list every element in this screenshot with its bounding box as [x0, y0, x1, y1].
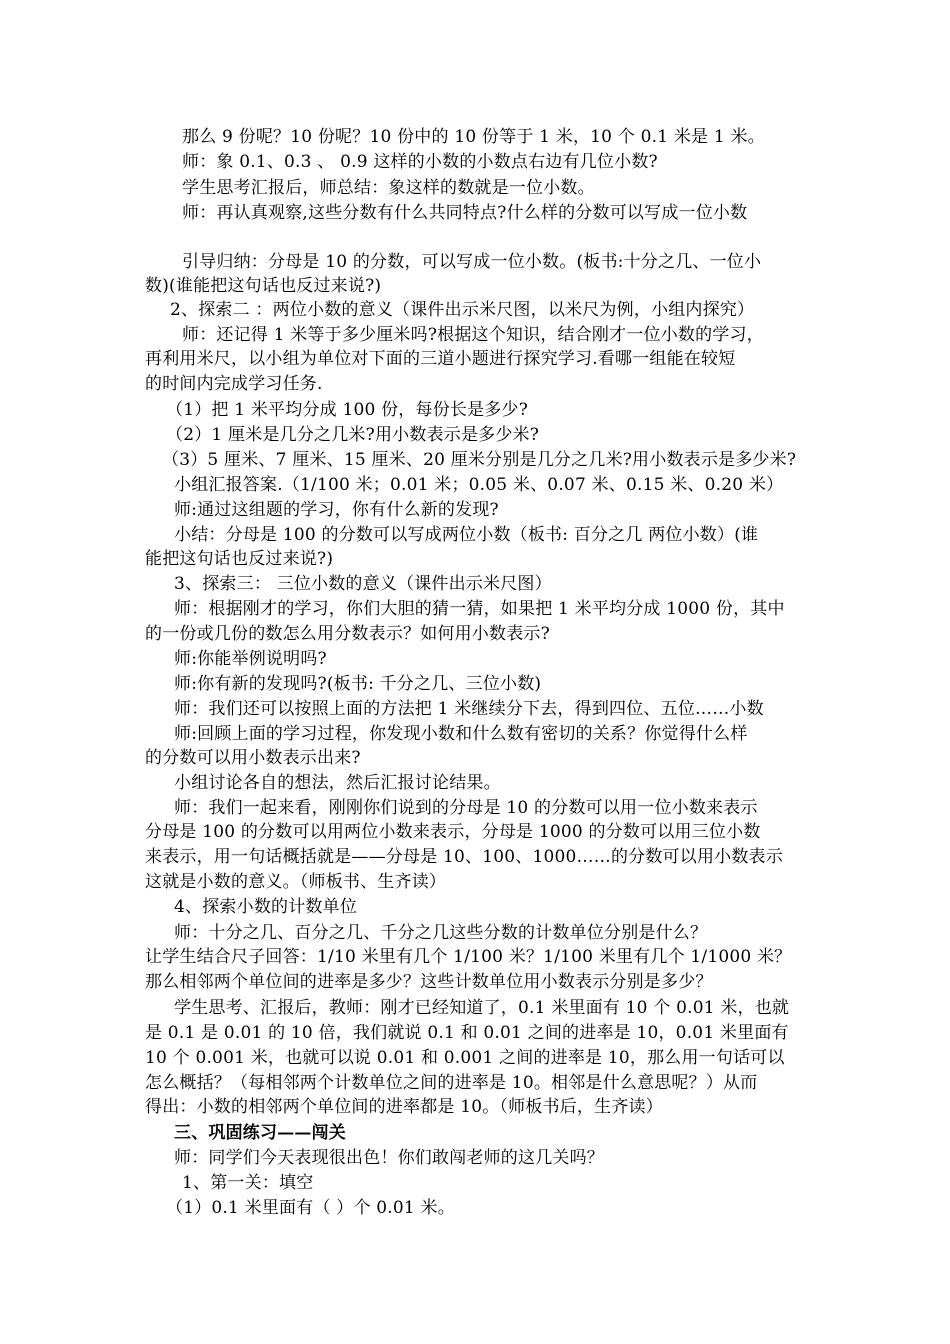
- text-line: （1）0.1 米里面有（ ）个 0.01 米。: [166, 1198, 455, 1218]
- text-line: 学生思考、汇报后，教师：刚才已经知道了，0.1 米里面有 10 个 0.01 米，也就: [174, 998, 790, 1018]
- text-line: 师：同学们今天表现很出色！你们敢闯老师的这几关吗？: [174, 1148, 604, 1168]
- text-line: 学生思考汇报后，师总结：象这样的数就是一位小数。: [182, 178, 595, 198]
- text-line: 师：象 0.1、0.3 、 0.9 这样的小数的小数点右边有几位小数?: [182, 152, 658, 172]
- text-line: （3）5 厘米、7 厘米、15 厘米、20 厘米分别是几分之几米?用小数表示是多少米?: [162, 450, 797, 470]
- text-line: 师:通过这组题的学习，你有什么新的发现?: [174, 500, 499, 520]
- text-line: 师:你有新的发现吗?(板书: 千分之几、三位小数): [174, 674, 542, 694]
- text-line: 师：还记得 1 米等于多少厘米吗?根据这个知识，结合刚才一位小数的学习，: [182, 325, 764, 345]
- text-line: 让学生结合尺子回答：1/10 米里有几个 1/100 米？1/100 米里有几个 1/1000 米？: [145, 947, 792, 967]
- text-line: 怎么概括？（每相邻两个计数单位之间的进率是 10。相邻是什么意思呢？）从而: [145, 1073, 758, 1093]
- text-line: 小组讨论各自的想法，然后汇报讨论结果。: [174, 773, 501, 793]
- text-line: 10 个 0.001 米，也就可以说 0.01 和 0.001 之间的进率是 10，那么用一句话可以: [145, 1048, 785, 1068]
- text-line: 那么相邻两个单位间的进率是多少？这些计数单位用小数表示分别是多少？: [145, 972, 713, 992]
- text-line: 师：我们还可以按照上面的方法把 1 米继续分下去，得到四位、五位……小数: [174, 699, 764, 719]
- text-line: 是 0.1 是 0.01 的 10 倍，我们就说 0.1 和 0.01 之间的进率是 10，0.01 米里面有: [145, 1023, 789, 1043]
- text-line: 师：我们一起来看，刚刚你们说到的分母是 10 的分数可以用一位小数来表示: [174, 798, 758, 818]
- text-line: 小结：分母是 100 的分数可以写成两位小数（板书: 百分之几 两位小数）(谁: [174, 525, 759, 545]
- text-line: （1）把 1 米平均分成 100 份，每份长是多少?: [166, 400, 529, 420]
- text-line: 小组汇报答案.（1/100 米；0.01 米；0.05 米、0.07 米、0.15 米、0.20 米）: [174, 475, 784, 495]
- text-line: 2、探索二 ：两位小数的意义（课件出示米尺图，以米尺为例，小组内探究）: [170, 300, 755, 320]
- text-line: （2）1 厘米是几分之几米?用小数表示是多少米?: [166, 425, 540, 445]
- text-line: 分母是 100 的分数可以用两位小数来表示，分母是 1000 的分数可以用三位小数: [145, 822, 761, 842]
- text-line: 师：十分之几、百分之几、千分之几这些分数的计数单位分别是什么？: [174, 923, 708, 943]
- text-line: 师：再认真观察,这些分数有什么共同特点?什么样的分数可以写成一位小数: [182, 203, 748, 223]
- text-line: 能把这句话也反过来说?): [145, 549, 334, 569]
- text-line: 来表示，用一句话概括就是——分母是 10、100、1000……的分数可以用小数表示: [145, 847, 783, 867]
- text-line: 师:你能举例说明吗?: [174, 649, 327, 669]
- section-heading: 三、巩固练习——闯关: [174, 1123, 346, 1143]
- text-line: 师:回顾上面的学习过程，你发现小数和什么数有密切的关系？你觉得什么样: [174, 724, 748, 744]
- text-line: 3、探索三： 三位小数的意义（课件出示米尺图）: [174, 574, 552, 594]
- text-line: 1、第一关：填空: [182, 1173, 314, 1193]
- text-line: 师：根据刚才的学习，你们大胆的猜一猜，如果把 1 米平均分成 1000 份，其中: [174, 599, 785, 619]
- text-line: 的一份或几份的数怎么用分数表示？如何用小数表示?: [145, 624, 550, 644]
- text-line: 得出：小数的相邻两个单位间的进率都是 10。（师板书后，生齐读）: [145, 1097, 663, 1117]
- text-line: 数)(谁能把这句话也反过来说?): [145, 276, 382, 296]
- text-line: 这就是小数的意义。（师板书、生齐读）: [145, 872, 447, 892]
- text-line: 再利用米尺，以小组为单位对下面的三道小题进行探究学习.看哪一组能在较短: [145, 349, 736, 369]
- text-line: 4、探索小数的计数单位: [174, 897, 358, 917]
- text-line: 引导归纳：分母是 10 的分数，可以写成一位小数。(板书:十分之几、一位小: [182, 252, 762, 272]
- text-line: 的分数可以用小数表示出来?: [145, 748, 361, 768]
- text-line: 那么 9 份呢？10 份呢？10 份中的 10 份等于 1 米，10 个 0.1 米是 1 米。: [182, 127, 765, 147]
- text-line: 的时间内完成学习任务.: [145, 374, 323, 394]
